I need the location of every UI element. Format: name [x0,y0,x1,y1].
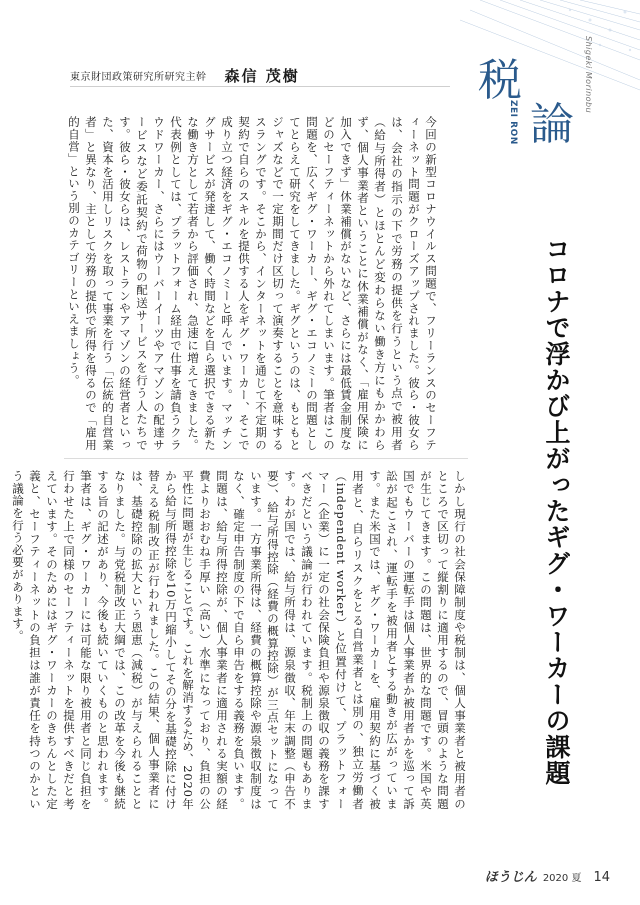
section-divider [64,458,468,459]
page-footer [485,866,610,885]
article-body-top: 今回の新型コロナウイルス問題で、フリーランスのセーフティーネット問題がクローズアップされました。彼ら・彼女らは、会社の指示の下で労務の提供を行うという点で被用者（給与所得者）とほとんど変わらない働き方にもかかわらず、個人事業者ということに休業補償がなく、「雇用保険に加入できず」休業補償がないなど、さらには最低賃金制度などのセーフティーネットから外れてしまいます。筆者はこの問題を、広くギグ・ワーカー、ギグ・エコノミーの問題としてとらえて研究をしてきました。ギグというのは、もともとジャズなどで一定期間だけ区切って演奏することを意味するスラングです。そこから、インターネットを通じて不定期の契約で自らのスキルを提供する人をギグ・ワーカー、そこで成り立つ経済をギグ・エコノミーと呼んでいます。マッチングサービスが発達して、働く時間などを自ら選択できる新たな働き方として若者から評価され、急速に増えてきました。代表例としては、プラットフォーム経由で仕事を請負うクラウドワーカー、さらにはウーバーイーツやアマゾンの配達サービスなど委託契約で荷物の配送サービスを行う人たちです。彼ら・彼女らは、レストランやアマゾンの経営者といった、資本を活用しリスクを取って事業を行う「伝統的自営業者」と異なり、主として労務の提供で所得を得るので「雇用的自営」という別のカテゴリーといえましょう。 [67,116,438,451]
article-body-bottom: しかし現行の社会保障制度や税制は、個人事業者と被用者のところで区切って縦割りに適用するので、冒頭のような問題が生じてきます。この問題は、世界的な問題です。米国や英国でもウーバーの運転手は個人事業者か被用者かを巡って訴訟が起こされ、運転手を被用者とする動きが広がっています。また米国では、ギグ・ワーカーを、雇用契約に基づく被用者と、自らリスクをとる自営業者とは別の、独立労働者（independent worker）と位置付けて、プラットフォーマー（企業）に一定の社会保険負担や源泉徴収の義務を課すべきだという議論が行われています。税制上の問題もあります。わが国では、給与所得は、源泉徴収、年末調整（申告不要）、給与所得控除（経費の概算控除）が三点セットになっています。一方事業所得は、経費の概算控除や源泉徴収制度はなく、確定申告制度の下で自ら申告をする義務を負います。問題は、給与所得控除が、個人事業者に適用される実額の経費よりおおむね手厚い（高い）水準になっており、負担の公平性に問題が生じることです。これを解消するため、2020年から給与所得控除を10万円縮小してその分を基礎控除に付け替える税制改正が行われました。この結果、個人事業者には、基礎控除の拡大という恩恵（減税）が与えられることとなりました。与党税制改正大綱では、この改革を今後も継続する旨の記述があり、今後も続いていくものと思われます。筆者は、ギグ・ワーカーには可能な限り被用者と同じ負担を行わせた上で同様のセーフティーネットを提供すべきだと考えています。そのためにはギグ・ワーカーのきちんとした定義と、セーフティーネットの負担は誰が責任を持つのかという議論を行う必要があります。 [11,470,467,810]
column-logo-romaji-label: ZEI RON [508,100,518,145]
column-logo-romaji-name: Shigeki Morinobu [584,36,593,114]
column-logo [478,30,608,150]
author-affiliation: 東京財団政策研究所研究主幹 [70,71,207,83]
byline [70,64,450,87]
column-logo-kanji-zei: 税 [478,55,522,106]
author-name: 森信 茂樹 [224,66,300,85]
article-title: コロナで浮かび上がったギグ・ワーカーの課題 [542,236,571,787]
issue-label: 2020 夏 [542,873,582,884]
magazine-name: ほうじん [484,870,537,885]
column-logo-kanji-ron: 論 [530,99,574,150]
page-number: 14 [593,870,610,885]
